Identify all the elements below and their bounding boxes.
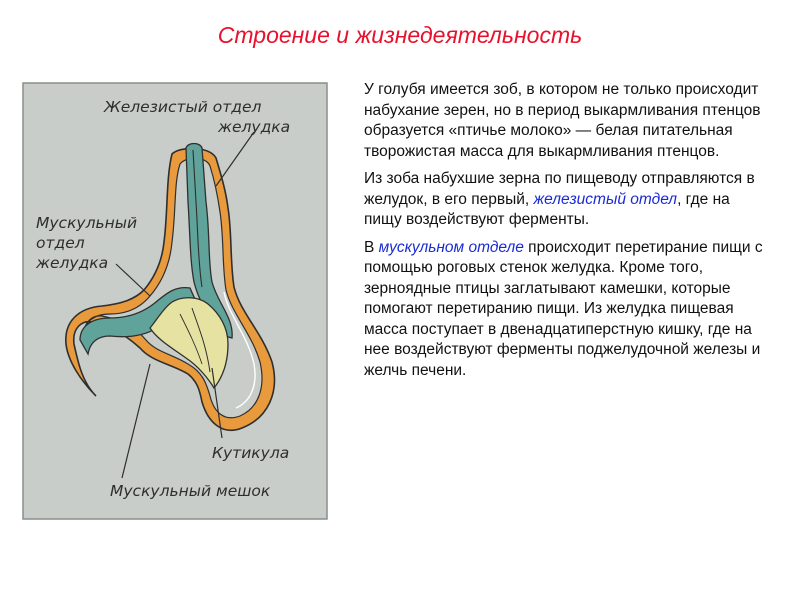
paragraph-muscular-start: В (364, 238, 379, 256)
label-glandular-line1: Железистый отдел (104, 98, 262, 116)
paragraph-glandular-start: Из зоба набухшие зерна по пищеводу отправляются в желудок, в его первый, (364, 170, 755, 208)
paragraph-crop: У голубя имеется зоб, в котором не только происходит набухание зерен, но в период выкармливания птенцов образуется «птичье молоко» — белая питательная творожистая масса для выкармливания птенцов. (364, 81, 761, 160)
label-muscular-line1: Мускульный (36, 214, 138, 232)
label-muscular-line3: желудка (36, 254, 109, 272)
paragraph-glandular-end: , где на пищу воздействуют ферменты. (364, 190, 730, 228)
slide-title: Строение и жизнедеятельность (217, 22, 583, 48)
term-muscular-part: мускульном отделе (378, 238, 524, 256)
label-glandular-line2: желудка (218, 118, 291, 136)
stomach-diagram (22, 82, 328, 520)
label-muscle-sac: Мускульный мешок (110, 482, 271, 500)
label-cuticle: Кутикула (212, 444, 290, 462)
paragraph-glandular (364, 169, 764, 231)
paragraph-muscular (364, 238, 764, 382)
paragraph-muscular-end: происходит перетирание пищи с помощью роговых стенок желудка. Кроме того, зерноядные птицы заглатывают камешки, которые помогают перетиранию пищи. Из желудка пищевая масса поступает в двенадцатиперстную кишку, где на нее воздействуют ферменты поджелудочной железы и желчь печени. (364, 238, 763, 379)
description-text (364, 80, 764, 388)
term-glandular-part: железистый отдел (533, 190, 678, 208)
label-muscular-line2: отдел (36, 234, 85, 252)
